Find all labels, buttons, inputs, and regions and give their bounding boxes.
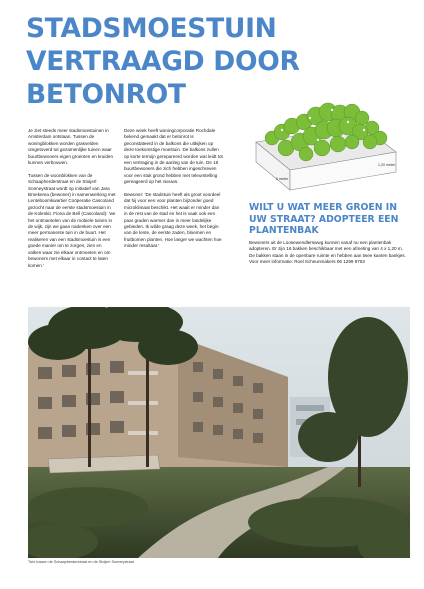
photo-caption: Tuin tussen de Schaapherderstraat en de Stoijerl Sonneystraat [28, 560, 134, 564]
article-column-2 [124, 128, 224, 256]
planter-label-left: 0 meter [276, 177, 289, 181]
article-paragraph: Tussen de woonblokken van de Schaapherderstraat en de Stoijerl Sonneystraat wordt op initiatief van Jara Broekema (bewoner) in samenwerking met Lenteboomkwartier Coöperatie Cascoland gezocht naar de eerste stadsmoestuin in de Kolenkit. Fiona de Bell (Cascoland): 'we het ontmantelen van de mobiele tuinen in de wijk, zijn we gaan nadenken over een meer permanente tuin in de buurt. Het realiseren van een stadsmoestuin is een goede manier om te zorgen, zien en valken waar zie elkaar ontmoeten en om bewoners met elkaar in contact te laten komen.' [28, 172, 116, 268]
headline-line-3: BETONROT [26, 79, 186, 110]
garden-photo [28, 307, 410, 558]
sidebar-title-line-2: UW STRAAT? ADOPTEER EEN [249, 213, 399, 225]
article-column-1 [28, 128, 116, 275]
planter-label-right: 1,20 meter [378, 163, 396, 167]
sidebar-title-line-1: WILT U WAT MEER GROEN IN [249, 202, 398, 213]
sidebar-body: Bewoners uit de Loosewendlerswwg kunnen vanaf nu een plantenbak adopteren. Er zijn 16 bakken beschikbaar met een afmeting van 4 x 1,20 m. De bakken staan in de openbare ruimte en hebben aan twee kanten bankjes. Voor meer informatie: Roel Scheunmakers 06 1299 9763 [249, 240, 406, 265]
headline-line-2: VERTRAAGD DOOR [26, 46, 300, 77]
article-paragraph: Deze week heeft woningcorporatie Rochdale bekend gemaakt dat er betonrot is geconstateerd in de balkons die uitkijken op deze toekomstige moestuin. De balkons zullen op korte termijn gerepareerd worden wat leidt tot een vertraging in de aanleg van de tuin. De 18 buurtbewoners die zich hebben ingeschreven voor een stuk grond hebben met teleurstelling gereageerd op het nieuws. [124, 128, 223, 185]
sidebar-title [249, 202, 409, 237]
article-paragraph: Bewoner: 'De stadstuin heeft als groot voordeel dat hij voor een voor planten bijzonder goed microklimaat beschikt. Het waait er minder dan in de rest van de stad en het is vaak ook een paar graden warmer dan in meer landelijke gebieden. Ik wilde graag deze week, het begin van de lente, de eerste zaden, bloemen en fruitbomen planten. Hoe langer we wachten hoe minder resultaat.' [124, 192, 222, 249]
sidebar-title-line-3: PLANTENBAK [249, 225, 319, 236]
article-paragraph: Je ziet steeds meer stadsmoestuinen in Amsterdam ontstaan. Tussen de woningblokken worden grasvelden omgetoverd tot gezamenlijke tuinen waar buurtbewoners eigen groenten en kruiden kunnen verbouwen. [28, 128, 114, 166]
headline-line-1: STADSMOESTUIN [26, 13, 277, 44]
headline [26, 12, 406, 111]
planter-illustration [252, 98, 400, 194]
